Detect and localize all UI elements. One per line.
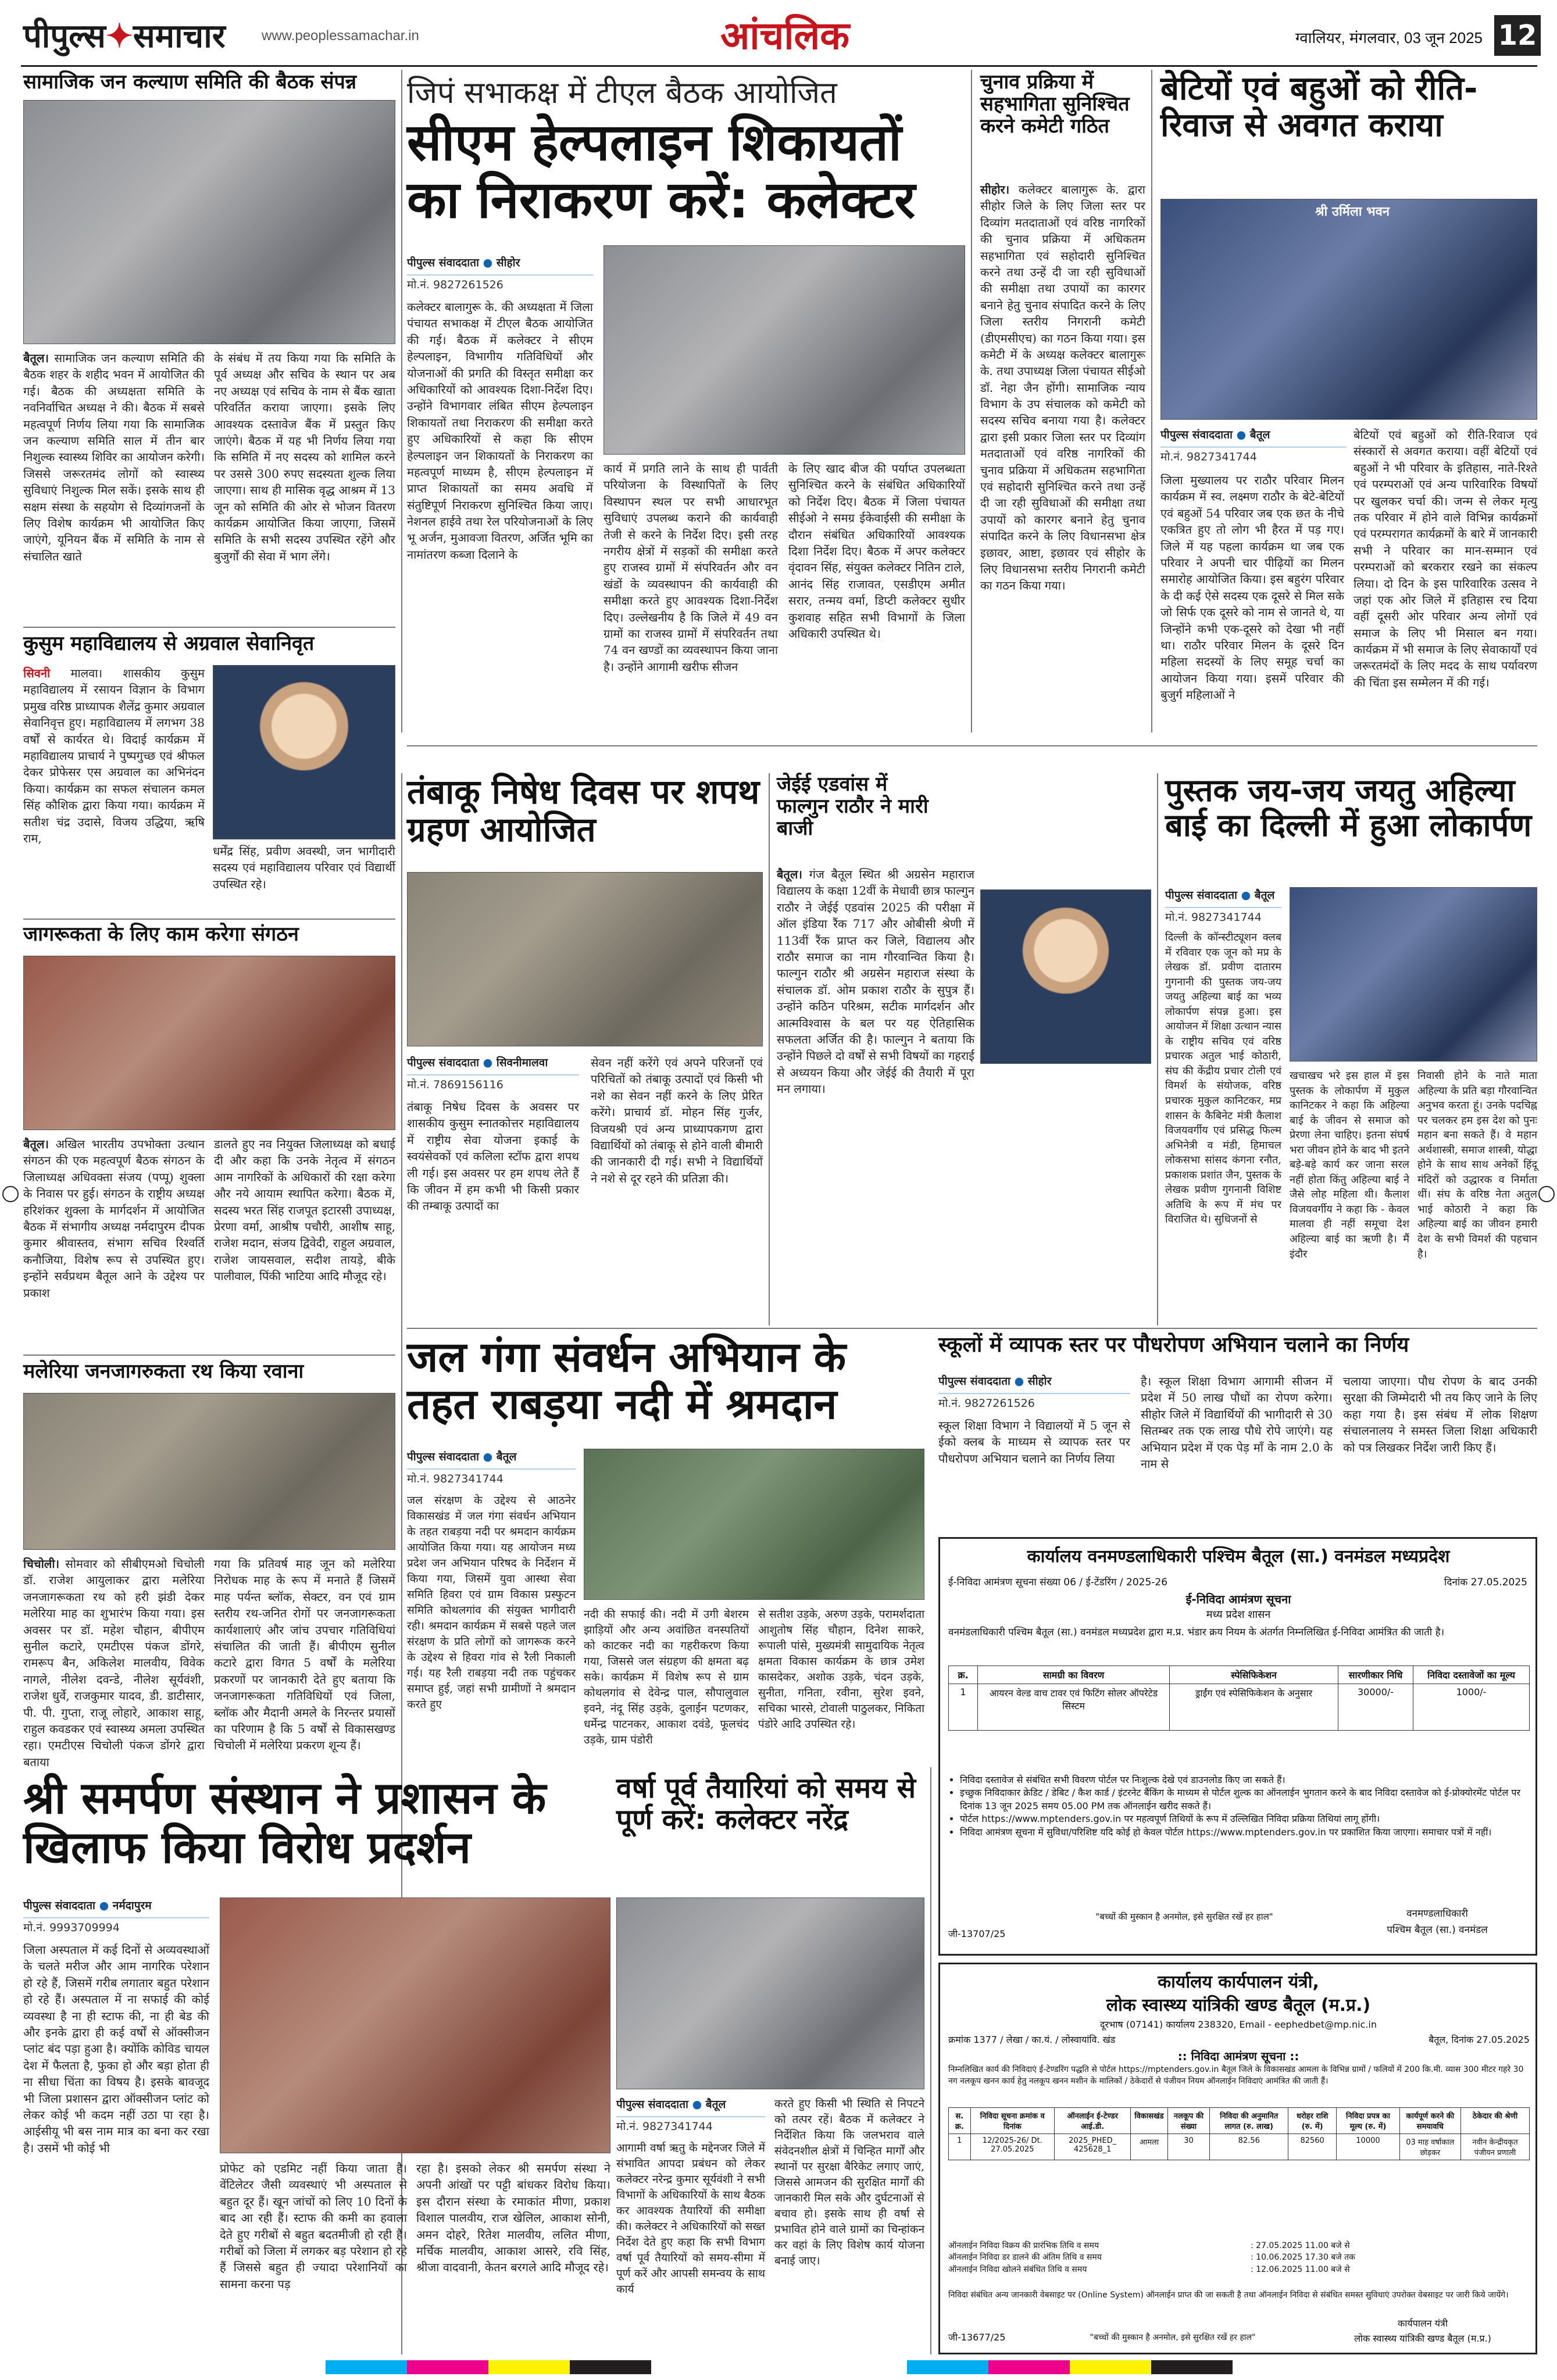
section-title: आंचलिक bbox=[720, 13, 849, 58]
story-rule bbox=[23, 919, 395, 920]
headline: तंबाकू निषेध दिवस पर शपथ ग्रहण आयोजित bbox=[407, 772, 760, 849]
story-betiyan bbox=[1160, 71, 1537, 734]
news-photo bbox=[220, 1897, 610, 2153]
brand-right: समाचार bbox=[133, 17, 226, 55]
date-row bbox=[948, 2252, 1530, 2263]
place-tag: सीहोर bbox=[496, 256, 520, 269]
headline: पुस्तक जय-जय जयतु अहिल्या बाई का दिल्ली में हुआ लोकार्पण bbox=[1165, 772, 1532, 844]
registration-mark bbox=[1538, 1186, 1555, 1202]
table-header: क्र. bbox=[949, 1666, 978, 1684]
article-text: प्रोफेट को एडमिट नहीं किया जाता है। वेंटिलेटर जैसी व्यवस्थाएं भी अस्पताल से बहुत दूर हैं। खून जांचों को लिए 10 दिनों के बाद आ रही हैं। स्टाफ की कमी का हवाला देते हुए गरीबों से बहुत बदतमीजी हो रही हैं। गरीबों को जिला में लगकर बड़ परेशान हो रहे हैं जिससे बहुत ही ज्यादा परेशानियों का सामना करना पड़ bbox=[220, 2161, 407, 2291]
place-tag: बैतूल bbox=[705, 2098, 726, 2111]
reporter: पीपुल्स संवाददाता bbox=[1160, 428, 1233, 441]
ad-footer-code: जी-13677/25 bbox=[948, 2332, 1006, 2343]
ad-signer: वनमण्डलाधिकारी bbox=[1406, 1908, 1468, 1920]
article-column bbox=[23, 665, 205, 906]
place-tag: सीहोर। bbox=[980, 183, 1010, 196]
article-text: मालवा। शासकीय कुसुम महाविद्यालय में रसायन विज्ञान के विभाग प्रमुख वरिष्ठ प्राध्यापक शैलेंद्र कुमार अग्रवाल सेवानिवृत्त हुए। महाविद्यालय में लगभग 38 वर्षों से कार्यरत थे। विदाई कार्यक्रम में महाविद्यालय प्राचार्य ने पुष्पगुच्छ एवं श्रीफल देकर प्रोफेसर एस अग्रवाल का अभिनंदन किया। कार्यक्रम का सफल संचालन कमल सिंह कौशिक द्वारा किया गया। कार्यक्रम में सतीश चंद्र उदासे, विजय उद्धिया, ऋषि राम, bbox=[23, 666, 205, 845]
column-rule bbox=[1151, 70, 1152, 732]
ad-note: • इच्छुक निविदाकार क्रेडिट / डेबिट / कैश कार्ड / इंटरनेट बैंकिंग के माध्यम से पोर्टल शुल्क का ऑनलाईन भुगतान करने के बाद निविदा दस्तावेज को ई-प्रोक्योरमेंट पोर्टल पर दिनांक 13 जून 2025 समय 05.00 PM तक ऑनलाईन खरीद सकते हैं। bbox=[960, 1786, 1530, 1813]
table-cell: 1000/- bbox=[1413, 1684, 1530, 1731]
story-jee bbox=[777, 773, 1151, 1320]
column-rule bbox=[769, 773, 770, 1325]
color-bar-yellow bbox=[1070, 2360, 1151, 2374]
table-cell: आमला bbox=[1131, 2134, 1167, 2160]
table-row bbox=[949, 1684, 1530, 1731]
headline: श्री समर्पण संस्थान ने प्रशासन के खिलाफ किया विरोध प्रदर्शन bbox=[23, 1772, 547, 1874]
news-photo bbox=[616, 1897, 924, 2089]
reporter: पीपुल्स संवाददाता bbox=[1165, 889, 1237, 902]
mobile-number: मो.नं. 9827261526 bbox=[938, 1393, 1130, 1410]
place-tag: बैतूल bbox=[496, 1450, 517, 1463]
mobile-number: मो.नं. 9827261526 bbox=[407, 274, 593, 292]
brand-left: पीपुल्स bbox=[23, 17, 106, 55]
date-value: : 27.05.2025 11.00 बजे से bbox=[1251, 2241, 1350, 2250]
table-header: निविदा दस्तावेजों का मूल्य bbox=[1413, 1666, 1530, 1684]
mobile-number: मो.नं. 9827341744 bbox=[1160, 446, 1347, 464]
ad-note: निविदा संबंधित अन्य जानकारी वेबसाइट पर (Online System) ऑनलाईन प्राप्त की जा सकती है तथा ऑनलाईन निविदा से संबंधित समस्त सुविधाएं उपरोक्त वेबसाइट पर जारी किये जायेंगे। bbox=[948, 2290, 1509, 2300]
column-rule bbox=[401, 70, 402, 732]
place-tag: बैतूल bbox=[1254, 889, 1275, 902]
ad-note: • पोर्टल https://www.mptenders.gov.in पर महत्वपूर्ण तिथियों के रूप में उल्लिखित निविदा प्रक्रिया तिथियां लागू होंगी। bbox=[960, 1813, 1530, 1825]
place-tag: नर्मदापुरम bbox=[112, 1899, 152, 1912]
brand-logo: पीपुल्स✦समाचार bbox=[23, 17, 226, 55]
date-label: ऑनलाईन निविदा डर डालने की अंतिम तिथि व समय bbox=[948, 2253, 1102, 2263]
article-text: रहा है। इसको लेकर श्री समर्पण संस्था ने अपनी आंखों पर पट्टी बांधकर विरोध किया। इस दौरान संस्था के रमाकांत मीणा, प्रकाश विशाल पालवीय, राज खेलिल, आकाश सोनी, अमन दोहरे, रितेश मालवीय, ललित मीणा, मर्चिक मालवीय, आकाश आसरे, रवि सिंह, श्रीजा वादवानी, केतन बरगले आदि मौजूद रहे। bbox=[416, 2161, 610, 2275]
color-bar-magenta bbox=[988, 2360, 1070, 2374]
ad-table bbox=[948, 2107, 1530, 2160]
date-value: : 10.06.2025 17.30 बजे तक bbox=[1251, 2253, 1355, 2263]
table-cell: आयरन वेल्ड वाच टावर एवं फिटिंग सोलर ऑपरेटेड सिस्टम bbox=[978, 1684, 1170, 1731]
date-value: : 12.06.2025 11.00 बजे से bbox=[1251, 2264, 1350, 2274]
article-text: जिला मुख्यालय पर राठौर परिवार मिलन कार्यक्रम में स्व. लक्ष्मण राठौर के बेटे-बेटियों एवं बहुओं 54 परिवार जब एक छत के नीचे एकत्रित हुए तो लोग भी हैरत में पड़ गए। जिले में यह पहला कार्यक्रम था जब एक परिवार ने अपनी चार पीढ़ियों का मिलन समारोह आयोजित किया। इस बहुरंग परिवार के दी कई ऐसे सदस्य एक दूसरे से मिल सके जो सिर्फ एक दूसरे को नाम से जानते थे, या जिन्होंने कभी एक-दूसरे को देखा भी नहीं था। राठौर परिवार मिलन के दूसरे दिन महिला सदस्यों के लिए समूह चर्चा का आयोजन किया गया। इसमें परिवार की बुजुर्ग महिलाओं ने bbox=[1160, 473, 1344, 702]
article-text: है। स्कूल शिक्षा विभाग आगामी सीजन में प्रदेश में 50 लाख पौधों का रोपण करेगा। सीहोर जिले में विद्यार्थियों की भागीदारी से 30 सितम्बर तक एक लाख पौधे रोपे जाएंगे। यह अभियान प्रदेश में एक पेड़ माँ के नाम 2.0 के नाम से bbox=[1141, 1374, 1333, 1471]
article-text: करते हुए किसी भी स्थिति से निपटने को तत्पर रहें। बैठक में कलेक्टर ने निर्देशित किया कि जलभराव वाले संवेदनशील क्षेत्रों में चिन्हित मार्गों और स्थानों पर सुरक्षा बैरिकेट लगाए जाएं, जिससे आमजन की सुरक्षित मार्गों की जानकारी मिल सके और दुर्घटनाओं से बचाव हो। इसके साथ ही वर्षा से प्रभावित होने वाले ग्रामों का चिन्हांकन कर वहां के लिए विशेष कार्य योजना बनाई जाए। bbox=[774, 2097, 924, 2267]
story-rule bbox=[23, 1355, 395, 1356]
ad-forest-tender bbox=[938, 1537, 1537, 1956]
article-text: से सतीश उड़के, अरुण उड़के, परामर्शदाता आशुतोष सिंह चौहान, दिनेश साकरे, रूपाली पांसे, मुख्यमंत्री सामुदायिक नेतृत्व क्षमता विकास कार्यक्रम के छात्र उमेश कासदेकर, अशोक उड़के, चंदन उड़के, सुनीता, गनिता, रवीना, सुरेश इवने, सचिका भारसे, टोवाली पाठुलकर, निकिता पंडोरे आदि उपस्थित रहे। bbox=[758, 1608, 924, 1731]
table-header: निविदा प्रपत्र का मूल्य (रु. में) bbox=[1337, 2108, 1399, 2134]
ad-date: बैतूल, दिनांक 27.05.2025 bbox=[1429, 2034, 1530, 2045]
news-photo bbox=[1290, 887, 1537, 1062]
ad-note: • निविदा आमंत्रण सूचना में सुविधा/परिशिष्ट यदि कोई हो केवल पोर्टल https://www.mptenders.gov.in पर प्रकाशित किया जाएगा। समाचार पत्रों में नहीं। bbox=[960, 1826, 1530, 1839]
mobile-number: मो.नं. 7869156116 bbox=[407, 1074, 579, 1092]
story-pustak bbox=[1165, 773, 1537, 1320]
ad-note: • निविदा दस्तावेज से संबंधित सभी विवरण पोर्टल पर निःशुल्क देखे एवं डाउनलोड किए जा सकते हैं। bbox=[960, 1774, 1530, 1786]
website-link[interactable]: www.peoplessamachar.in bbox=[262, 28, 419, 44]
table-header-row bbox=[949, 2108, 1530, 2134]
article-text: डालते हुए नव नियुक्त जिलाध्यक्ष को बधाई दी और कहा कि उनके नेतृत्व में संगठन आम नागरिकों के अधिकारों की रक्षा करेगा और नये आयाम स्थापित करेगा। बैठक में, सदस्य भरत सिंह राजपूत इटारसी उपाध्यक्ष, प्रेरणा वर्मा, आश्रीष पचौरी, आशीष साहू, राजेश मदान, संजय द्विवेदी, राहुल अग्रवाल, राजेश जायसवाल, सदीश तायड़े, बीके पालीवाल, पिंकी भाटिया आदि मौजूद रहे। bbox=[214, 1137, 395, 1284]
news-photo bbox=[23, 100, 395, 344]
article-text: जल संरक्षण के उद्देश्य से आठनेर विकासखंड में जल गंगा संवर्धन अभियान के तहत राबड़या नदी पर श्रमदान कार्यक्रम आयोजित किया गया। यह आयोजन मध्य प्रदेश जन अभियान परिषद के निर्देशन में किया गया, जिसमें युवा आस्था सेवा समिति हिवरा एवं ग्राम विकास प्रस्फुटन समिति कोथलगांव की संयुक्त भागीदारी रही। श्रमदान कार्यक्रम में सबसे पहले जल संरक्षण के प्रति लोगों को जागरूक करने के उद्देश्य से हिवरा गांव से रैली निकाली गई। यह रैली राबड़या नदी तक पहुंचकर समाप्त हुई, जहां सभी ग्रामीणों ने श्रमदान करते हुए bbox=[407, 1494, 576, 1711]
news-photo bbox=[1160, 199, 1537, 420]
color-bar-magenta bbox=[407, 2360, 488, 2374]
table-row bbox=[949, 2134, 1530, 2160]
table-header: विकासखंड bbox=[1131, 2108, 1167, 2134]
article-text: खचाखच भरे इस हाल में इस पुस्तक के लोकार्पण में मुकुल कानिटकर ने कहा कि अहिल्या बाई के जीवन से समाज को प्रेरणा लेना चाहिए। इतना संघर्ष भरा जीवन होने के बाद भी इतने बड़े-बड़े कार्य कर जाना सरल नहीं होता किंतु अहिल्या बाई ने जैसे लोह महिला थी। कैलाश विजयवर्गीय ने कहा कि - केवल मालवा ही नहीं समूचा देश अहिल्या बाई का ऋणी है। मैं इंदौर bbox=[1290, 1070, 1409, 1260]
byline: पीपुल्स संवाददाता ● नर्मदापुरम bbox=[23, 1899, 152, 1912]
news-photo bbox=[213, 665, 395, 839]
story-malaria bbox=[23, 1360, 395, 1769]
table-cell: 03 माह वर्षाकाल छोड़कर bbox=[1399, 2134, 1460, 2160]
reporter: पीपुल्स संवाददाता bbox=[616, 2098, 688, 2111]
mobile-number: मो.नं. 9827341744 bbox=[407, 1468, 576, 1486]
table-cell: 30 bbox=[1167, 2134, 1210, 2160]
story-kusum bbox=[23, 632, 395, 906]
table-cell: नवीन केन्द्रीयकृत पंजीयन प्रणाली bbox=[1460, 2134, 1529, 2160]
byline: पीपुल्स संवाददाता ● बैतूल bbox=[407, 1450, 517, 1463]
news-photo bbox=[603, 245, 965, 455]
article-text: गया कि प्रतिवर्ष माह जून को मलेरिया निरोधक माह के रूप में मनाते हैं जिसमें माह पर्यन्त ब्लॉक, सेक्टर, वन एवं ग्राम स्तरीय रथ-जनित रोगों पर जनजागरूकता कार्यशालाएं और जांच उपचार गतिविधियां संचालित की जाती हैं। बीपीएम सुनील कटारे द्वारा विगत 5 वर्षों के मलेरिया प्रकरणों पर जानकारी देते हुए बताया कि जनजागरूकता गतिविधियों एवं जिला, ब्लॉक और मैदानी अमले के निरन्तर प्रयासों का परिणाम है कि 5 वर्षों से विकासखण्ड चिचोली में मलेरिया प्रकरण शून्य हैं। bbox=[214, 1557, 395, 1753]
ad-table bbox=[948, 1666, 1530, 1731]
article-text: जिला अस्पताल में कई दिनों से अव्यवस्थाओं के चलते मरीज और आम नागरिक परेशान हो रहे हैं, जिसमें गरीब लगातार बहुत परेशान हो रहे हैं। अस्पताल में ना सफाई की कोई व्यवस्था है ना ही स्टाफ की, ना ही बेड की और इनके द्वारा ही कई वर्षों से ऑक्सीजन प्लांट बंद पड़ा हुआ है। क्योंकि कोविड चायल देश में फैलता है, फुका हो और बड़ा होता ही ना सीधा चिंता का विषय है। इसके बावजूद भी जिला प्रशासन द्वारा ऑक्सीजन प्लांट को लेकर कोई भी कदम नहीं उठा पा रहा है। आईसीयू भी बस नाम मात्र का बना कर रखा है। उसमें भी कोई भी bbox=[23, 1943, 209, 2155]
ad-ref: ई-निविदा आमंत्रण सूचना संख्या 06 / ई-टेंडरिंग / 2025-26 bbox=[948, 1577, 1168, 1588]
story-samajik bbox=[23, 71, 395, 629]
ad-signer: लोक स्वास्थ्य यांत्रिकी खण्ड बैतूल (म.प्र.) bbox=[1354, 2333, 1491, 2344]
story-chunav bbox=[980, 71, 1145, 734]
byline: पीपुल्स संवाददाता ● बैतूल bbox=[616, 2098, 726, 2111]
byline: पीपुल्स संवाददाता ● सिवनीमालवा bbox=[407, 1056, 548, 1069]
ad-intro: वनमंडलाधिकारी पश्चिम बैतूल (सा.) वनमंडल मध्यप्रदेश द्वारा म.प्र. भंडार क्रय नियम के अंतर्गत निम्नलिखित ई-निविदा आमंत्रित की जाती है। bbox=[948, 1627, 1445, 1638]
place-tag: बैतूल। bbox=[777, 867, 802, 881]
table-header: ऑनलाईन ई-टेण्डर आई.डी. bbox=[1054, 2108, 1130, 2134]
ad-table-wrap bbox=[948, 2107, 1530, 2235]
table-header: स. क्र. bbox=[949, 2108, 971, 2134]
story-varsha bbox=[616, 1773, 930, 2354]
headline: कुसुम महाविद्यालय से अग्रवाल सेवानिवृत bbox=[23, 632, 315, 655]
table-header: निविदा सूचना क्रमांक व दिनांक bbox=[970, 2108, 1054, 2134]
headline: मलेरिया जनजागरुकता रथ किया रवाना bbox=[23, 1360, 304, 1383]
table-cell: 10000 bbox=[1337, 2134, 1399, 2160]
article-column bbox=[23, 350, 205, 629]
byline: पीपुल्स संवाददाता ● बैतूल bbox=[1165, 889, 1275, 902]
table-cell: ड्राईंग एवं स्पेसिफिकेशन के अनुसार bbox=[1170, 1684, 1338, 1731]
article-column bbox=[980, 181, 1145, 734]
color-bar-cyan bbox=[907, 2360, 988, 2374]
date-row bbox=[948, 2264, 1530, 2275]
table-cell: 2025_PHED_ 425628_1 bbox=[1054, 2134, 1130, 2160]
color-bar-cyan bbox=[326, 2360, 407, 2374]
ad-ref: क्रमांक 1377 / लेखा / का.यं. / लोस्वायांवि. खंड bbox=[948, 2034, 1116, 2045]
article-text: स्कूल शिक्षा विभाग ने विद्यालयों में 5 जून से ईको क्लब के माध्यम से व्यापक स्तर पर पौधरोपण अभियान चलाने का निर्णय लिया bbox=[938, 1418, 1130, 1466]
ad-signer: पश्चिम बैतूल (सा.) वनमंडल bbox=[1387, 1924, 1488, 1936]
mobile-number: मो.नं. 9993709994 bbox=[23, 1917, 209, 1935]
story-cm-helpline bbox=[407, 71, 965, 739]
article-column bbox=[23, 1556, 205, 1769]
mobile-number: मो.नं. 9827341744 bbox=[616, 2116, 765, 2134]
section-rule bbox=[407, 745, 1537, 746]
headline: चुनाव प्रक्रिया में सहभागिता सुनिश्चित करने कमेटी गठित bbox=[980, 70, 1130, 138]
ad-slogan: "बच्चों की मुस्कान है अनमोल, इसे सुरक्षित रखें हर हाल" bbox=[1095, 1911, 1273, 1922]
table-header-row bbox=[949, 1666, 1530, 1684]
place-tag: बैतूल। bbox=[23, 351, 49, 365]
headline: जागरूकता के लिए काम करेगा संगठन bbox=[23, 923, 299, 946]
table-header: नलकूप की संख्या bbox=[1167, 2108, 1210, 2134]
table-cell: 30000/- bbox=[1338, 1684, 1413, 1731]
ad-subtitle: :: निविदा आमंत्रण सूचना :: bbox=[1177, 2049, 1299, 2063]
article-text: के लिए खाद बीज की पर्याप्त उपलब्धता सुनिश्चित करने के संबंधित अधिकारियों को निर्देश दिए। बैठक में जिला पंचायत सीईओ ने समग्र ईकेवाईसी की समीक्षा के दौरान संबंधित अधिकारियों आवश्यक दिशा निर्देश दिए। बैठक में अपर कलेक्टर वृंदावन सिंह, संयुक्त कलेक्टर नितिन टाले, आनंद सिंह राजावत, एसडीएम अमीत सरार, तन्मय वर्मा, डिप्टी कलेक्टर सुधीर कुशवाह सहित सभी विभागों के जिला अधिकारी उपस्थित थे। bbox=[788, 462, 965, 641]
headline: जेईई एडवांस में फाल्गुन राठौर ने मारी बाजी bbox=[777, 773, 929, 841]
reporter: पीपुल्स संवाददाता bbox=[938, 1375, 1010, 1388]
article-text: अखिल भारतीय उपभोक्ता उत्थान संगठन की एक महत्वपूर्ण बैठक संगठन के जिलाध्यक्ष अधिवक्ता संजय (पप्पू) शुक्ला के निवास पर हुई। संगठन के राष्ट्रीय अध्यक्ष हरिशंकर शुक्ला के मार्गदर्शन में आयोजित बैठक में संभागीय अध्यक्ष नर्मदापुरम दीपक कुमार श्रीवास्तव, संभाग सचिव रिश्वर्ति कनौजिया, विशेष रूप से उपस्थित हुए। इन्होंने सर्वप्रथम बैतूल आने के उद्देश्य पर प्रकाश bbox=[23, 1137, 205, 1300]
ad-subtitle: मध्य प्रदेश शासन bbox=[1206, 1609, 1271, 1621]
news-photo bbox=[407, 872, 763, 1046]
table-header: धरोहर राशि (रु. में) bbox=[1288, 2108, 1337, 2134]
place-tag: बैतूल। bbox=[23, 1137, 49, 1151]
column-rule bbox=[971, 70, 972, 732]
table-cell: 1 bbox=[949, 1684, 978, 1731]
place-tag: सीहोर bbox=[1027, 1375, 1052, 1388]
place-tag: चिचोली। bbox=[23, 1557, 60, 1571]
ad-footer-code: जी-13707/25 bbox=[948, 1928, 1006, 1939]
article-text: सोमवार को सीबीएमओ चिचोली डॉ. राजेश आयुलाकर द्वारा मलेरिया जनजागरूकता रथ को हरी झंडी देकर मलेरिया माह का शुभारंभ किया गया। इस अवसर पर डॉ. महेश चौहान, बीपीएम सुनील कटारे, एमटीएस पंकज डोंगरे, रामरूप बैन, अकिलेश मालवीय, विवेक नागले, नीलेश दवन्डे, नीलेश सूर्यवंशी, राजेश धुर्वे, राजकुमार यादव, डी. डाटीसार, पी. पी. गुप्ता, राजू लोहारे, आकाश साहू, राहुल कवडकर एवं स्वास्थ्य अमला उपस्थित रहा। एमटीएस चिचोली पंकज डोंगरे द्वारा बताया bbox=[23, 1557, 205, 1769]
news-photo bbox=[584, 1449, 924, 1600]
section-rule bbox=[407, 1328, 1537, 1329]
ad-table-wrap bbox=[948, 1666, 1530, 1770]
photo-caption: धर्मेंद्र सिंह, प्रवीण अवस्थी, जन भागीदारी सदस्य एवं महाविद्यालय परिवार एवं विद्यार्थी उपस्थित रहे। bbox=[213, 844, 395, 891]
date-label: ऑनलाईन निविदा खोलने संबंधित तिथि व समय bbox=[948, 2264, 1087, 2274]
article-text: सामाजिक जन कल्याण समिति की बैठक शहर के शहीद भवन में आयोजित की गई। बैठक की अध्यक्षता समिति के नवनिर्वाचित अध्यक्ष ने की। बैठक में सबसे महत्वपूर्ण निर्णय लिया गया कि सामाजिक जन कल्याण समिति साल में तीन बार निशुल्क स्वास्थ्य शिविर का आयोजन करेगी। जिससे जरूरतमंद लोगों को स्वास्थ्य सुविधाएं निशुल्क मिल सकें। इसके साथ ही सक्षम संस्था के सहयोग से दिव्यांगजनों के लिए विशेष कार्यक्रम भी आयोजित किए जाएंगे, यूनियन बैंक में समिति के नाम से संचालित खाते bbox=[23, 351, 205, 563]
article-text: कलेक्टर बालागुरू के. द्वारा सीहोर जिले के लिए जिला स्तर पर दिव्यांग मतदाताओं एवं वरिष्ठ नागरिकों की चुनाव प्रक्रिया में अधिकतम सहभागिता एवं सहोदारी सुनिश्चित करने तथा उन्हें दी जा रही सुविधाओं की समीक्षा तथा उपायों का कारगर बनाने हेतु चुनाव संपादित करने के लिए जिला स्तरीय निगरानी कमेटी (डीएमसीएच) का गठन किया गया। इस कमेटी में के अध्यक्ष कलेक्टर बालागुरू के. तथा उपाध्यक्ष जिला पंचायत सीईओ डॉ. नेहा जैन होंगी। सामाजिक न्याय विभाग के उप संचालक को कमेटी को सदस्य सचिव बनाया गया है। कलेक्टर द्वारा इसी प्रकार जिला स्तर पर दिव्यांग मतदाताओं एवं वरिष्ठ नागरिकों की चुनाव प्रक्रिया में अधिकतम सहभागिता एवं सहोदारी सुनिश्चित करने तथा उन्हें दी जा रही सुविधाओं की समीक्षा तथा उपायों को कारगर बनाने हेतु चुनाव संपादित करने के लिए विधानसभा क्षेत्र इछावर, आष्टा, इछावर एवं सीहोर के लिए विधानसभा स्तरीय निगरानी कमेटी का गठन किया गया। bbox=[980, 183, 1145, 593]
article-text: बेटियों एवं बहुओं को रीति-रिवाज एवं संस्कारों से अवगत कराया। वहीं बेटियों एवं बहुओं ने भी परिवार के इतिहास, नाते-रिश्ते एवं परम्पराओं एवं अन्य पारिवारिक विषयों पर खुलकर चर्चा की। जन्म से लेकर मृत्यु तक परिवार में होने वाले विभिन्न कार्यक्रमों एवं परम्परागत कार्यक्रमों के बारे में जानकारी सभी ने परिवार का मान-सम्मान एवं परम्पराओं को बरकरार रखने का संकल्प लिया। दो दिन के इस पारिवारिक उत्सव ने जहां एक ओर जिले में इतिहास रच दिया वहीं दूसरी ओर परिवार अन्य लोगों एवं समाज के लिए भी मिसाल बन गया। कार्यक्रम में भी समाज के लिए सेवाकार्यों एवं जरूरतमंदों के लिए मदद के साथ पर्यावरण की चिंता इस सम्मेलन में की गई। bbox=[1354, 428, 1537, 689]
article-text: के संबंध में तय किया गया कि समिति के पूर्व अध्यक्ष और सचिव के स्थान पर अब नए अध्यक्ष एवं सचिव के नाम से बैंक खाता परिवर्तित कराया जाएगा। इसके लिए आवश्यक दस्तावेज बैंक में प्रस्तुत किए जाएंगे। बैठक में यह भी निर्णय लिया गया कि समिति में नए सदस्य को शामिल करने पर उससे 300 रुपए सदस्यता शुल्क लिया जाएगा। साथ ही मासिक वृद्ध आश्रम में 13 जून को समिति की ओर से भोजन वितरण कार्यक्रम आयोजित किया जाएगा, जिसमें समिति के सभी सदस्य उपस्थित रहेंगे और बुजुर्गों की सेवा में भाग लेंगे। bbox=[214, 351, 395, 563]
color-bar-black bbox=[570, 2360, 651, 2374]
place-tag: सिवनी bbox=[23, 666, 51, 680]
place-tag: बैतूल bbox=[1249, 428, 1270, 441]
table-cell: 1 bbox=[949, 2134, 971, 2160]
reporter: पीपुल्स संवाददाता bbox=[23, 1899, 95, 1912]
story-jalganga bbox=[407, 1334, 924, 1764]
ad-title: कार्यालय वनमण्डलाधिकारी पश्चिम बैतूल (सा.) वनमंडल मध्यप्रदेश bbox=[1027, 1546, 1450, 1567]
byline: पीपुल्स संवाददाता ● बैतूल bbox=[1160, 428, 1270, 441]
article-text: नदी की सफाई की। नदी में उगी बेशरम झाड़ियों और अन्य अवांछित वनस्पतियों को काटकर नदी का गहरीकरण किया गया, जिससे जल संग्रहण की क्षमता बढ़ सके। कार्यक्रम में विशेष रूप से ग्राम कोथलगांव से देवेन्द्र पाल, सौपालुवाल इवने, नंदू सिंह उड़के, दुलाईन पटणकर, धर्मेन्द्र पाटनकर, आकाश दवंडे, फूलचंद उड़के, ग्राम पंडोरी bbox=[584, 1608, 749, 1746]
article-text: कार्य में प्रगति लाने के साथ ही पार्वती परियोजना के विस्थापितों के लिए विस्थापन स्थल पर सभी आधारभूत सुविधाएं उपलब्ध कराने की कार्यवाही तेजी से करने के निर्देश दिए। इसी तरह नगरीय क्षेत्रों में सड़कों की समीक्षा करते हुए राजस्व ग्रामों में संपरिवर्तन और वन खंडों के व्यवस्थापन की कार्यवाही की समीक्षा करते हुए आवश्यक दिशा-निर्देश दिए। उल्लेखनीय है कि जिले में 49 वन ग्रामों का राजस्व ग्रामों में संपरिवर्तन तथा 74 वन खण्डों का व्यवस्थापन किया जाना है। उन्होंने आगामी खरीफ सीजन bbox=[603, 462, 778, 674]
article-text: तंबाकू निषेध दिवस के अवसर पर शासकीय कुसुम स्नातकोत्तर महाविद्यालय में राष्ट्रीय सेवा योजना इकाई के स्वयंसेवकों एवं कलिला स्टॉफ द्वारा शपथ ली गई। इस अवसर पर हम शपथ लेते हैं कि जीवन में हम कभी भी किसी प्रकार की तम्बाकू उत्पादों का bbox=[407, 1100, 579, 1213]
ad-notes bbox=[960, 1774, 1530, 1902]
ad-title: कार्यालय कार्यपालन यंत्री, bbox=[1158, 1972, 1319, 1992]
masthead bbox=[0, 0, 1557, 64]
mobile-number: मो.नं. 9827341744 bbox=[1165, 907, 1281, 924]
article-text: निवासी होने के नाते माता अहिल्या के प्रति बड़ा गौरवान्वित अनुभव करता हूं। उनके पदचिह्न पर चलकर हम इस देश को पुनः महान बना सकते हैं। वे महान अर्थशास्त्री, समाज शास्त्री, योद्धा होने के साथ साथ अनेकों हिंदू मंदिरों को उद्धारक व निर्माता थीं। संघ के वरिष्ठ नेता अतुल भाई कोठारी ने कहा कि अहिल्या बाई का जीवन हमारी देश के सभी विमर्श की पहचान है। bbox=[1417, 1070, 1537, 1260]
color-bar-black bbox=[1151, 2360, 1233, 2374]
table-header: निविदा की अनुमानित लागत (रु. लाख) bbox=[1210, 2108, 1288, 2134]
table-header: ठेकेदार की श्रेणी bbox=[1460, 2108, 1529, 2134]
headline: बेटियों एवं बहुओं को रीति-रिवाज से अवगत कराया bbox=[1160, 70, 1478, 144]
table-header: कार्यपूर्ण करने की समयावधि bbox=[1399, 2108, 1460, 2134]
story-jagrukta bbox=[23, 923, 395, 1342]
story-samarpan bbox=[23, 1773, 610, 2354]
headline: सीएम हेल्पलाइन शिकायतों का निराकरण करें: कलेक्टर bbox=[407, 112, 916, 230]
news-photo bbox=[23, 1393, 395, 1550]
date-label: ऑनलाईन निविदा विक्रय की प्रारंभिक तिथि व समय bbox=[948, 2241, 1099, 2250]
headline: स्कूलों में व्यापक स्तर पर पौधरोपण अभियान चलाने का निर्णय bbox=[938, 1333, 1409, 1357]
photo-banner: श्री उर्मिला भवन bbox=[1315, 205, 1390, 219]
article-column bbox=[23, 1136, 205, 1342]
table-header: स्पेसिफिकेशन bbox=[1170, 1666, 1338, 1684]
registration-mark bbox=[2, 1186, 19, 1202]
date-row bbox=[948, 2240, 1530, 2252]
column-rule bbox=[1157, 773, 1158, 1325]
ad-subtitle: ई-निविदा आमंत्रण सूचना bbox=[1185, 1592, 1291, 1606]
ad-dates bbox=[948, 2240, 1530, 2289]
table-cell: 82.56 bbox=[1210, 2134, 1288, 2160]
byline: पीपुल्स संवाददाता ● सीहोर bbox=[407, 256, 520, 269]
story-poudha bbox=[938, 1334, 1537, 1531]
headline: जल गंगा संवर्धन अभियान के तहत राबड़या नदी में श्रमदान bbox=[407, 1332, 847, 1428]
article-column bbox=[777, 866, 974, 1320]
ad-date: दिनांक 27.05.2025 bbox=[1444, 1577, 1527, 1588]
byline: पीपुल्स संवाददाता ● सीहोर bbox=[938, 1375, 1052, 1388]
ad-slogan: "बच्चों की मुस्कान है अनमोल, इसे सुरक्षित रखें हर हाल" bbox=[1090, 2333, 1256, 2342]
reporter: पीपुल्स संवाददाता bbox=[407, 1450, 479, 1463]
table-header: सारणीकार निधि bbox=[1338, 1666, 1413, 1684]
page-number: 12 bbox=[1494, 15, 1541, 56]
column-rule bbox=[930, 1767, 931, 2354]
headline: सामाजिक जन कल्याण समिति की बैठक संपन्न bbox=[23, 70, 357, 94]
article-text: कलेक्टर बालागुरू के. की अध्यक्षता में जिला पंचायत सभाकक्ष में टीएल बैठक आयोजित की गई। बैठक में कलेक्टर ने सीएम हेल्पलाइन, विभागीय गतिविधियों और योजनाओं की प्रगति की विस्तृत समीक्षा कर अधिकारियों को आवश्यक दिशा-निर्देश दिए। उन्होंने विभागवार लंबित सीएम हेल्पलाइन शिकायतों तथा निराकरण की समीक्षा करते हुए अधिकारियों से कहा कि सीएम हेल्पलाइन जन शिकायतों के निराकरण का महत्वपूर्ण माध्यम है, सीएम हेल्पलाइन में प्राप्त शिकायतों का समय अवधि में संतुष्टिपूर्ण निराकरण सुनिश्चित किया जाए। नेशनल हाईवे तथा रेल परियोजनाओं के लिए भू अर्जन, मुआवजा वितरण, अर्जित भूमि का नामांतरण कब्जा दिलाने के bbox=[407, 300, 593, 562]
ad-intro: निम्नलिखित कार्य की निविदाएं ई-टेण्डरिंग पद्धति से पोर्टल https://mptenders.gov.in बैतूल जिले के विकासखंड आमला के विभिन्न ग्रामों / फलियों में 200 कि.मी. व्यास 300 मीटर गहरे 30 नग नलकूप खनन कार्य हेतु नलकूप खनन मशीन के मालिकों / ठेकेदारों से पंजीयन नियम ऑनलाईन निविदाएं आमंत्रित की जाती हैं। bbox=[948, 2065, 1524, 2086]
story-rule bbox=[23, 627, 395, 628]
ad-title: लोक स्वास्थ्य यांत्रिकी खण्ड बैतूल (म.प्र.) bbox=[1106, 1995, 1371, 2016]
student-photo bbox=[980, 889, 1151, 1064]
masthead-rule bbox=[21, 65, 1537, 67]
article-text: सेवन नहीं करेंगे एवं अपने परिजनों एवं परिचितों को तंबाकू उत्पादों एवं किसी भी नशे का सेवन नहीं करने के लिए प्रेरित करेंगे। प्राचार्य डॉ. मोहन सिंह गुर्जर, विजयश्री एवं अन्य प्राध्यापकगण द्वारा विद्यार्थियों को तंबाकू से होने वाली बीमारी की जानकारी दी गई। सभी ने विद्यार्थियों ने नशे से दूर रहने की प्रतिज्ञा की। bbox=[591, 1056, 763, 1185]
news-photo bbox=[23, 956, 395, 1130]
ad-contact: दूरभाष (07141) कार्यालय 238320, Email - eephedbet@mp.nic.in bbox=[1099, 2019, 1377, 2030]
kicker: जिपं सभाकक्ष में टीएल बैठक आयोजित bbox=[407, 76, 837, 110]
table-cell: 82560 bbox=[1288, 2134, 1337, 2160]
article-text: दिल्ली के कॉन्स्टीट्यूशन क्लब में रविवार एक जून को मप्र के लेखक डॉ. प्रवीण दातारम गुगनानी की पुस्तक जय-जय जयतु अहिल्या बाई का भव्य लोकार्पण संपन्न हुआ। इस आयोजन में शिक्षा उत्थान न्यास के राष्ट्रीय सचिव एवं वरिष्ठ प्रचारक अतुल भाई कोठारी, संघ की केंद्रीय प्रचार टोली एवं विमर्श के संयोजक, वरिष्ठ प्रचारक मुकुल कानिटकर, मप्र शासन के कैबिनेट मंत्री कैलाश विजयवर्गीय एवं प्रसिद्ध फिल्म अभिनेत्री व मंडी, हिमाचल लोकसभा सांसद कंगना रनौत, प्रकाशक प्रशांत जैन, पुस्तक के लेखक प्रवीण गुगनानी विशिष्ट अतिथि के रूप में मंच पर विराजित थे। सुधिजनों से bbox=[1165, 931, 1281, 1226]
table-header: सामग्री का विवरण bbox=[978, 1666, 1170, 1684]
color-bar-yellow bbox=[488, 2360, 570, 2374]
ad-phed-tender bbox=[938, 1963, 1537, 2354]
story-tambaku bbox=[407, 773, 763, 1320]
ad-signer: कार्यपालन यंत्री bbox=[1397, 2318, 1448, 2329]
place-tag: सिवनीमालवा bbox=[496, 1056, 548, 1069]
reporter: पीपुल्स संवाददाता bbox=[407, 256, 479, 269]
headline: वर्षा पूर्व तैयारियां को समय से पूर्ण करें: कलेक्टर नरेंद्र bbox=[616, 1772, 916, 1836]
table-cell: 12/2025-26/ Dt. 27.05.2025 bbox=[970, 2134, 1054, 2160]
article-text: चलाया जाएगा। पौध रोपण के बाद उनकी सुरक्षा की जिम्मेदारी भी तय किए जाने के लिए कहा गया है। इस संबंध में लोक शिक्षण संचालनालय ने समस्त जिला शिक्षा अधिकारी को पत्र लिखकर निर्देश जारी किए हैं। bbox=[1343, 1374, 1537, 1455]
article-text: गंज बैतूल स्थित श्री अग्रसेन महाराज विद्यालय के कक्षा 12वीं के मेधावी छात्र फाल्गुन राठौर ने जेईई एडवांस 2025 की परीक्षा में ऑल इंडिया रैंक 717 और ओबीसी श्रेणी में 113वीं रैंक प्राप्त कर जिले, विद्यालय और राठौर समाज का नाम गौरवान्वित किया है। फाल्गुन राठौर श्री अग्रसेन महाराज संस्था के संचालक डॉ. ओम प्रकाश राठौर के सुपुत्र हैं। उन्होंने कठिन परिश्रम, सटीक मार्गदर्शन और आत्मविश्वास के बल पर यह ऐतिहासिक सफलता अर्जित की है। फाल्गुन ने बताया कि उन्होंने पिछले दो वर्षों से सभी विषयों का गहराई से अध्ययन किया और जेईई की तैयारी में पूरा मन लगाया। bbox=[777, 867, 974, 1096]
dateline: ग्वालियर, मंगलवार, 03 जून 2025 bbox=[1295, 29, 1483, 47]
article-text: आगामी वर्षा ऋतु के मद्देनजर जिले में संभावित आपदा प्रबंधन को लेकर कलेक्टर नरेन्द्र कुमार सूर्यवंशी ने सभी विभागों के अधिकारियों के साथ बैठक कर आवश्यक तैयारियों की समीक्षा की। कलेक्टर ने अधिकारियों को सख्त निर्देश देते हुए कहा कि सभी विभाग वर्षा पूर्व तैयारियों को समय-सीमा में पूर्ण करें और आपसी समन्वय के साथ कार्य bbox=[616, 2142, 765, 2296]
reporter: पीपुल्स संवाददाता bbox=[407, 1056, 479, 1069]
